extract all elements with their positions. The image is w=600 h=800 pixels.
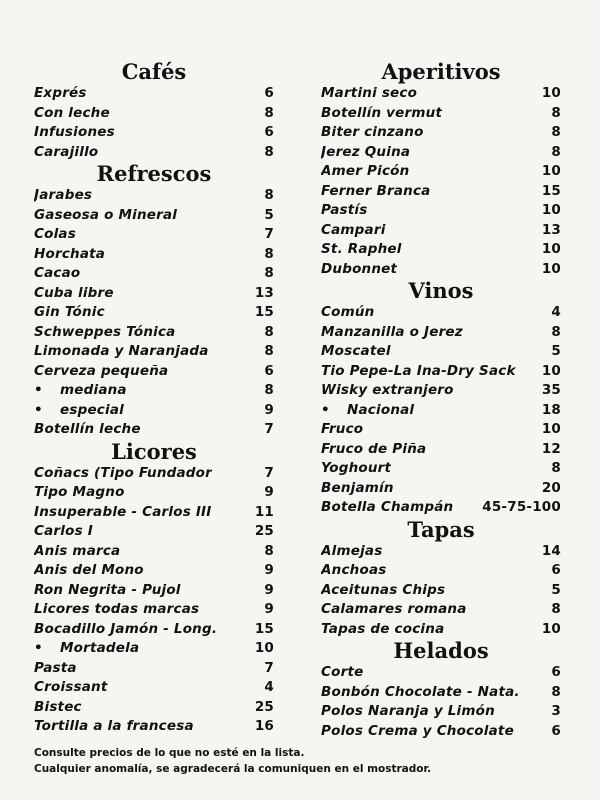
menu-item [321,401,561,421]
menu-item-price: 5 [264,206,274,223]
menu-item-name: Martini seco [321,85,418,101]
menu-item-price: 25 [254,523,274,539]
menu-item [34,284,274,304]
menu-item-price: 10 [541,620,561,637]
menu-item [34,581,274,601]
menu-item-price: 7 [264,464,274,481]
menu-item [321,221,561,241]
menu-item-name: Yoghourt [321,460,392,476]
menu-item-name: Insuperable - Carlos III [34,503,212,520]
menu-item-price: 8 [551,124,561,140]
menu-item-name: Wisky extranjero [321,382,454,398]
menu-item [34,225,274,245]
menu-item-price: 8 [264,245,274,262]
menu-item-name: Bistec [34,698,82,715]
menu-item-price: 4 [551,304,561,320]
menu-item-price: 8 [264,542,274,559]
menu-item [321,663,561,683]
menu-item [34,381,274,401]
menu-item-name: • Mortadela [34,639,139,659]
menu-item [34,143,274,163]
footer-note-prices: Consulte precios de lo que no esté en la lista. [34,747,305,759]
menu-item-price: 8 [264,323,274,340]
menu-item-price: 6 [551,664,561,680]
section-title: Vinos [408,278,474,303]
menu-item-name: Amer Picón [321,163,410,179]
menu-item-price: 8 [551,323,561,340]
menu-item-name: Calamares romana [321,601,467,617]
menu-item [321,303,561,323]
menu-item-name: Con leche [34,104,110,121]
menu-item-price: 4 [264,679,274,695]
menu-item [321,201,561,221]
menu-section-vinos [321,279,561,518]
menu-item [321,722,561,742]
menu-item-name: Cacao [34,265,81,281]
menu-item-name: Botellín vermut [321,104,443,121]
menu-item-name: Almejas [321,542,383,559]
menu-item-price: 16 [254,718,274,734]
menu-item [34,717,274,737]
menu-item-name: • mediana [34,381,127,401]
menu-item-name: Jerez Quina [321,143,411,160]
menu-item-price: 10 [541,362,561,379]
menu-item-price: 10 [541,163,561,179]
menu-item [321,702,561,722]
menu-item-price: 9 [264,484,274,500]
menu-item [34,84,274,104]
menu-item [34,483,274,503]
menu-item-price: 7 [264,659,274,676]
menu-item [34,503,274,523]
menu-section-licores [34,440,274,737]
menu-item [321,143,561,163]
menu-item [34,303,274,323]
menu-item-name: Pastís [321,202,368,218]
section-title: Licores [111,438,197,464]
menu-item-name: Exprés [34,85,87,101]
menu-right-column [321,60,561,741]
menu-item-name: Pasta [34,659,77,676]
menu-item [34,323,274,343]
menu-item-name: Licores todas marcas [34,601,200,617]
menu-item [34,264,274,284]
menu-item-name: Anis marca [34,542,121,559]
menu-item [321,182,561,202]
menu-item-name: Carlos I [34,523,93,539]
menu-item-name: Botellín leche [34,421,141,437]
menu-item [321,561,561,581]
menu-item-name: Bocadillo Jamón - Long. [34,620,218,637]
menu-item-price: 13 [254,284,274,301]
menu-section-cafes [34,60,274,162]
menu-item [321,104,561,124]
menu-item [321,260,561,280]
menu-item-price: 6 [264,362,274,379]
menu-item [34,659,274,679]
menu-item-name: Tio Pepe-La Ina-Dry Sack [321,362,516,379]
menu-item-name: Fruco de Piña [321,440,427,457]
menu-item-price: 6 [551,562,561,578]
menu-item-price: 10 [541,421,561,437]
menu-item-price: 6 [264,124,274,140]
menu-item-price: 35 [541,382,561,398]
menu-item-price: 15 [254,304,274,320]
menu-item-name: Infusiones [34,124,115,140]
menu-item [34,104,274,124]
menu-item-name: Biter cinzano [321,124,424,140]
menu-item [321,84,561,104]
menu-item [34,401,274,421]
menu-item-name: Corte [321,664,364,680]
menu-item [321,362,561,382]
menu-item-price: 3 [551,703,561,719]
menu-item-price: 6 [264,85,274,101]
menu-item [34,464,274,484]
menu-item-price: 7 [264,226,274,242]
menu-item-price: 8 [264,104,274,121]
menu-item [34,561,274,581]
menu-item-price: 8 [264,343,274,359]
menu-item-name: Bonbón Chocolate - Nata. [321,683,520,700]
menu-item [321,479,561,499]
menu-item-price: 10 [254,640,274,656]
menu-item-price: 6 [551,722,561,739]
menu-item-name: Jarabes [34,187,93,203]
menu-item [321,683,561,703]
menu-item-name: Ron Negrita - Pujol [34,581,181,598]
menu-item-name: Moscatel [321,343,391,359]
section-title: Tapas [407,516,475,542]
menu-item [34,522,274,542]
menu-item-name: Manzanilla o Jerez [321,323,463,340]
menu-item-name: Tapas de cocina [321,620,445,637]
menu-item-price: 10 [541,85,561,101]
footer-note-complaints: Cualquier anomalía, se agradecerá la comuniquen en el mostrador. [34,763,432,775]
menu-item [34,639,274,659]
menu-item-name: Campari [321,221,386,238]
menu-item-price: 8 [551,601,561,617]
menu-item [34,342,274,362]
menu-item [34,123,274,143]
menu-footer [34,745,574,777]
menu-item-name: Aceitunas Chips [321,581,446,598]
menu-section-helados [321,639,561,741]
menu-left-column [34,60,274,737]
menu-item-price: 14 [541,542,561,559]
menu-item-price: 8 [264,382,274,398]
menu-item-name: Benjamín [321,479,394,496]
menu-item [34,698,274,718]
menu-item-price: 20 [541,479,561,496]
menu-item [321,323,561,343]
menu-item [321,620,561,640]
menu-item-price: 5 [551,581,561,598]
menu-item [321,381,561,401]
menu-item-name: Tortilla a la francesa [34,718,194,734]
menu-item-name: Polos Naranja y Limón [321,703,495,719]
menu-item-price: 8 [551,683,561,700]
menu-item-price: 11 [254,503,274,520]
menu-item-name: Dubonnet [321,260,398,277]
menu-item [34,362,274,382]
section-title: Helados [393,638,489,663]
menu-item-name: Fruco [321,421,364,437]
section-title: Refrescos [96,161,212,186]
section-title: Cafés [121,59,187,84]
menu-item [34,600,274,620]
menu-item [321,459,561,479]
menu-item-price: 8 [264,187,274,203]
menu-item [321,240,561,260]
menu-item-name: Gin Tónic [34,304,105,320]
section-title: Aperitivos [381,59,501,84]
menu-item-price: 7 [264,421,274,437]
menu-item-name: Carajillo [34,143,99,160]
menu-item-name: Gaseosa o Mineral [34,206,178,223]
menu-item [321,420,561,440]
menu-item-name: Colas [34,226,76,242]
menu-section-refrescos [34,162,274,440]
menu-item [321,440,561,460]
menu-item [34,678,274,698]
menu-item-name: Común [321,304,375,320]
menu-item-name: Anchoas [321,562,387,578]
menu-item [34,206,274,226]
menu-item [321,162,561,182]
menu-item-name: Polos Crema y Chocolate [321,722,514,739]
menu-item-price: 18 [541,401,561,418]
menu-item [321,342,561,362]
menu-item [321,542,561,562]
menu-item-price: 9 [264,562,274,578]
menu-item-price: 8 [551,460,561,476]
menu-item-price: 8 [551,143,561,160]
menu-item-price: 12 [541,440,561,457]
menu-item [321,123,561,143]
menu-section-tapas [321,518,561,640]
menu-item-price: 9 [264,601,274,617]
menu-item-price: 15 [254,620,274,637]
menu-item [34,245,274,265]
menu-item-name: • especial [34,401,124,421]
menu-item-price: 10 [541,260,561,277]
menu-item-price: 8 [264,265,274,281]
menu-item-name: Cuba libre [34,284,114,301]
menu-item-price: 13 [541,221,561,238]
menu-item-price: 10 [541,241,561,257]
menu-item-name: Schweppes Tónica [34,323,176,340]
menu-item-name: Botella Champán [321,499,454,515]
menu-item [34,620,274,640]
menu-item-price: 8 [264,143,274,160]
menu-item-price: 25 [254,698,274,715]
menu-item-name: Limonada y Naranjada [34,343,209,359]
menu-item-price: 15 [541,182,561,199]
menu-item-name: • Nacional [321,401,414,421]
menu-item-price: 5 [551,343,561,359]
menu-item-name: Croissant [34,679,108,695]
menu-item-price: 9 [264,581,274,598]
menu-item [321,498,561,518]
menu-item-name: Tipo Magno [34,484,125,500]
menu-item-price: 45-75-100 [482,499,561,515]
menu-item-price: 9 [264,401,274,418]
menu-item [321,600,561,620]
menu-item [34,420,274,440]
menu-item-name: Coñacs (Tipo Fundador [34,464,213,481]
menu-item-name: Anis del Mono [34,562,144,578]
menu-item-price: 10 [541,202,561,218]
menu-item-name: St. Raphel [321,241,402,257]
menu-item-name: Ferner Branca [321,182,431,199]
menu-item [321,581,561,601]
menu-section-aperitivos [321,60,561,279]
menu-item [34,542,274,562]
menu-item-name: Horchata [34,245,106,262]
menu-item-price: 8 [551,104,561,121]
menu-item-name: Cerveza pequeña [34,362,169,379]
menu-item [34,186,274,206]
